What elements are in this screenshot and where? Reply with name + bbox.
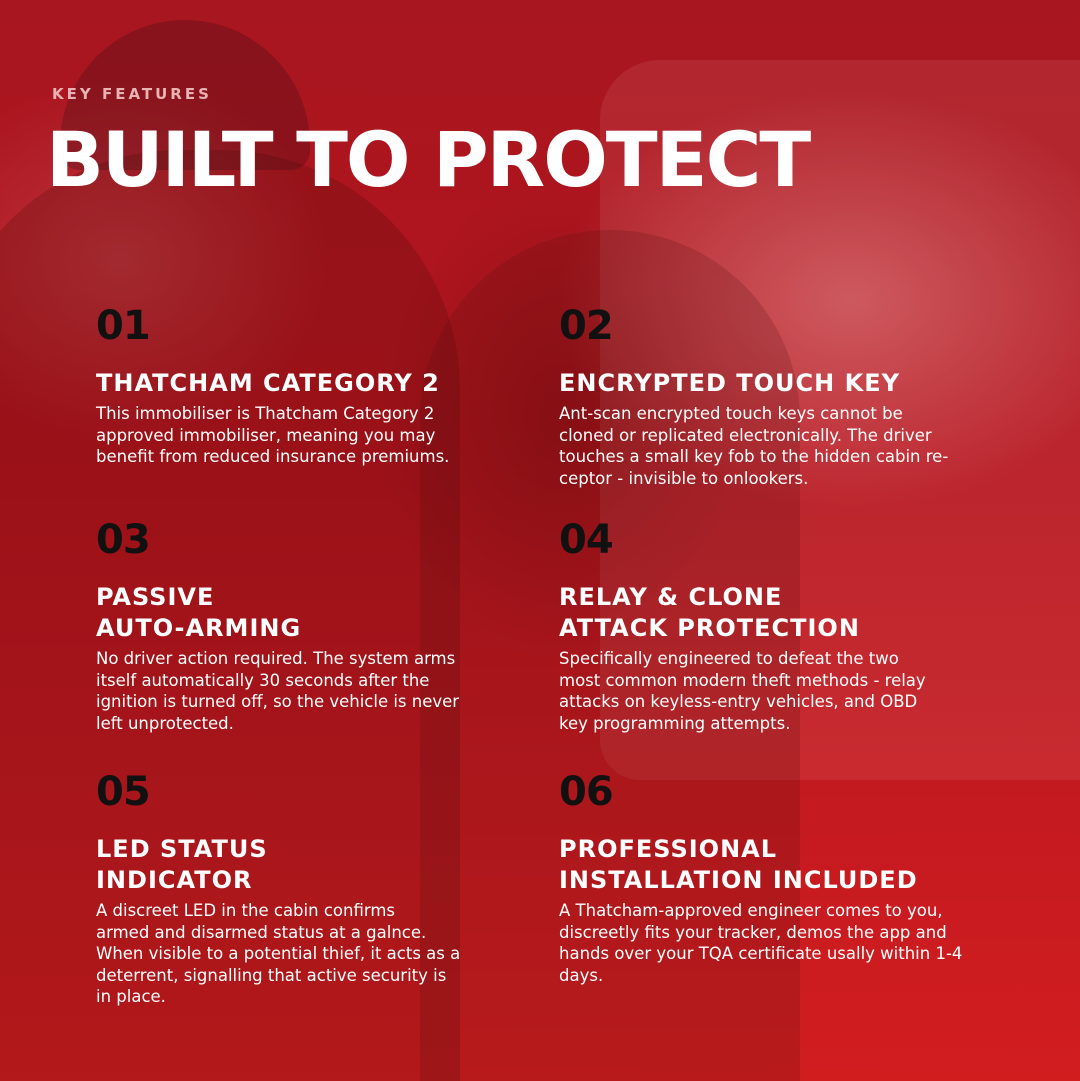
feature-title: THATCHAM CATEGORY 2 [96,369,440,397]
feature-number: 01 [96,303,150,349]
feature-card-02 [559,303,989,489]
feature-card-06 [559,769,989,986]
feature-card-05 [96,769,526,1008]
feature-title: ENCRYPTED TOUCH KEY [559,369,900,397]
feature-description: A discreet LED in the cabin confirms armed and disarmed status at a galnce. When visible to a potential thief, it acts as a deterrent, signalling that active security is in place. [96,901,461,1006]
feature-title: RELAY & CLONE ATTACK PROTECTION [559,583,860,642]
section-eyebrow: KEY FEATURES [52,85,212,103]
feature-number: 04 [559,517,613,563]
feature-number: 06 [559,769,613,815]
feature-card-04 [559,517,989,734]
feature-number: 03 [96,517,150,563]
feature-description: Ant-scan encrypted touch keys cannot be cloned or replicated electronically. The driver touches a small key fob to the hidden cabin re- ceptor - invisible to onlookers. [559,404,949,488]
page-title: BUILT TO PROTECT [46,115,810,204]
feature-description: Specifically engineered to defeat the two most common modern theft methods - relay attacks on keyless-entry vehicles, and OBD key programming attempts. [559,649,926,733]
feature-description: No driver action required. The system arms itself automatically 30 seconds after the ignition is turned off, so the vehicle is never left unprotected. [96,649,460,733]
feature-description: This immobiliser is Thatcham Category 2 approved immobiliser, meaning you may benefit from reduced insurance premiums. [96,404,450,466]
feature-card-01 [96,303,526,468]
feature-card-03 [96,517,526,734]
feature-number: 02 [559,303,613,349]
feature-title: PROFESSIONAL INSTALLATION INCLUDED [559,835,918,894]
feature-title: PASSIVE AUTO-ARMING [96,583,302,642]
feature-description: A Thatcham-approved engineer comes to you, discreetly fits your tracker, demos the app and hands over your TQA certificate usally within 1-4 days. [559,901,963,985]
feature-title: LED STATUS INDICATOR [96,835,268,894]
feature-number: 05 [96,769,150,815]
